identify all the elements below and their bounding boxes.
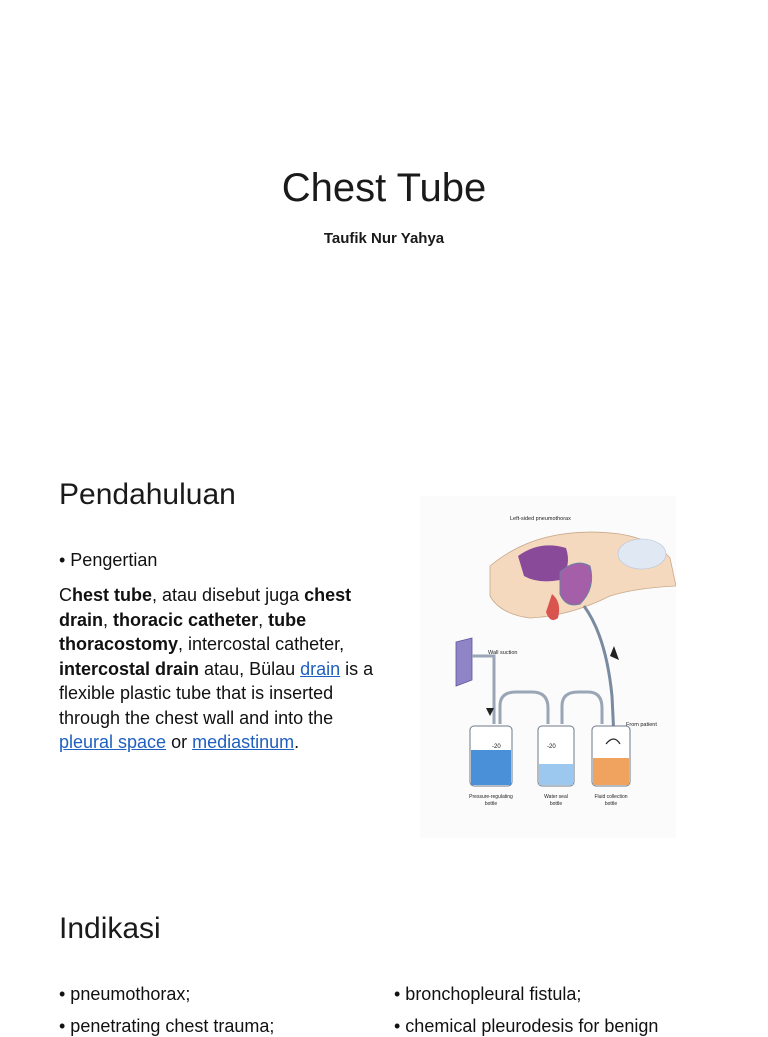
chest-drain-illustration bbox=[420, 496, 676, 838]
fig-caption-bottle1-line1: Pressure-regulating bbox=[469, 794, 513, 800]
title-slide bbox=[0, 0, 768, 440]
fig-value-a: -20 bbox=[492, 744, 501, 750]
fig-label-pneumothorax: Left-sided pneumothorax bbox=[510, 516, 571, 522]
indikasi-right-item-2: • chemical pleurodesis for benign bbox=[394, 1016, 659, 1036]
fig-label-from-patient: From patient bbox=[626, 722, 657, 728]
slide-title: Chest Tube bbox=[281, 166, 487, 210]
fig-caption-bottle2-line2: bottle bbox=[549, 801, 563, 807]
indikasi-heading: Indikasi bbox=[59, 912, 161, 945]
indikasi-left-item-2: • penetrating chest trauma; bbox=[59, 1016, 275, 1036]
link-drain[interactable]: drain bbox=[300, 658, 341, 679]
fig-value-b: -20 bbox=[547, 744, 556, 750]
fig-label-wall-suction: Wall suction bbox=[488, 650, 518, 656]
indikasi-right-item-1: • bronchopleural fistula; bbox=[394, 984, 582, 1004]
pendahuluan-heading: Pendahuluan bbox=[59, 478, 236, 511]
fig-caption-bottle1-line2: bottle bbox=[484, 801, 498, 807]
pengertian-paragraph: Chest tube, atau disebut juga chest drain, thoracic catheter, tube thoracostomy, intercostal catheter, intercostal drain atau, Bülau drain is a flexible plastic tube that is inserted through the chest wall and into the pleural space or mediastinum. bbox=[59, 585, 374, 752]
indikasi-left-item-1: • pneumothorax; bbox=[59, 984, 191, 1004]
link-mediastinum[interactable]: mediastinum bbox=[192, 732, 295, 752]
slide-author: Taufik Nur Yahya bbox=[323, 230, 445, 247]
fig-caption-bottle3-line2: bottle bbox=[604, 801, 618, 807]
pengertian-bullet: • Pengertian bbox=[59, 550, 158, 570]
fig-caption-bottle2-line1: Water seal bbox=[544, 794, 568, 800]
link-pleural-space[interactable]: pleural space bbox=[59, 732, 167, 752]
fig-caption-bottle3-line1: Fluid collection bbox=[594, 794, 628, 800]
